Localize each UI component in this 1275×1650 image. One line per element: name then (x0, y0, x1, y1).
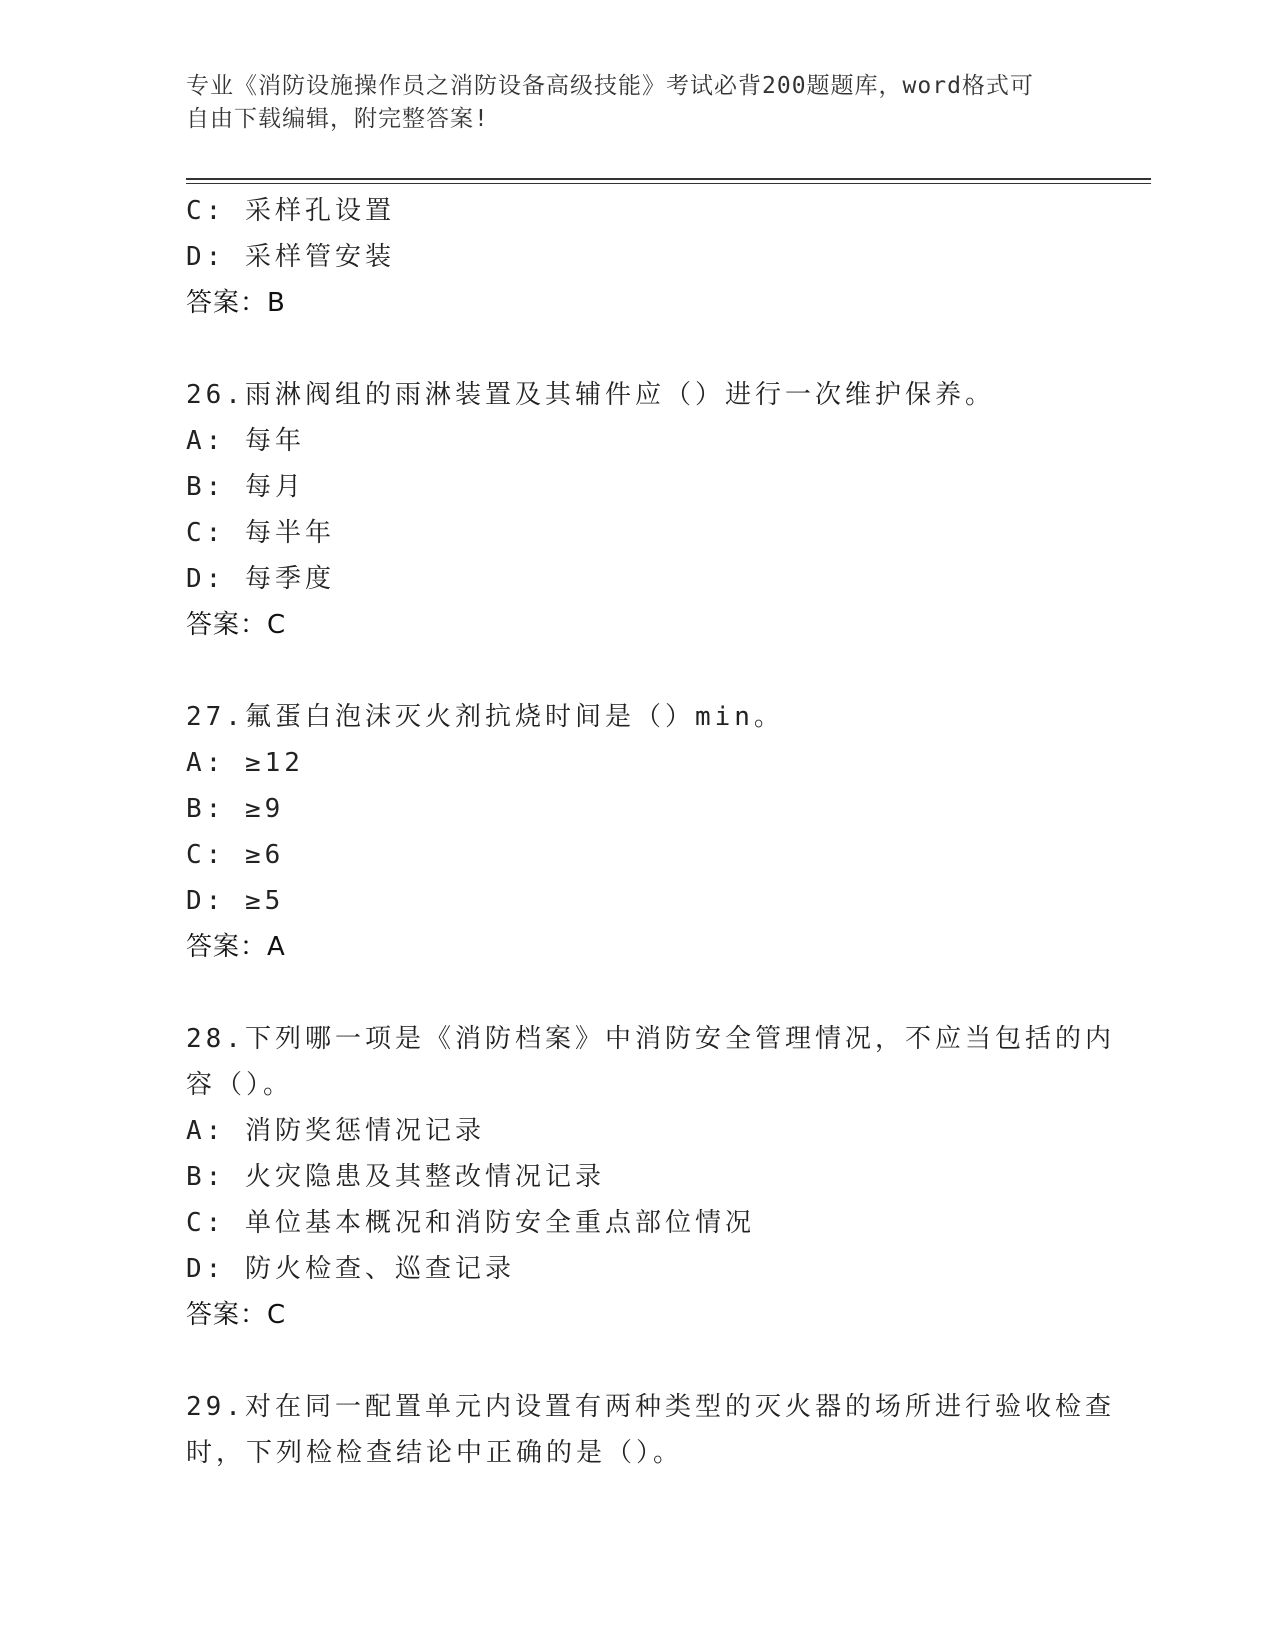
option-b: B: 每月 (186, 472, 305, 502)
question-27 (186, 694, 1086, 970)
header-line-1: 专业《消防设施操作员之消防设备高级技能》考试必背200题题库，word格式可 (186, 73, 1034, 99)
question-stem-line-1: 28.下列哪一项是《消防档案》中消防安全管理情况，不应当包括的内 (186, 1024, 1115, 1054)
option-d: D: ≥5 (186, 886, 285, 916)
answer-line: 答案：C (186, 1300, 287, 1330)
spacer (186, 648, 1086, 694)
question-stem: 27.氟蛋白泡沫灭火剂抗烧时间是（）min。 (186, 702, 784, 732)
option-c: C: ≥6 (186, 840, 285, 870)
spacer (186, 1338, 1086, 1384)
header-rule-thick (186, 178, 1151, 180)
header-line-2: 自由下载编辑，附完整答案! (186, 106, 489, 132)
question-26 (186, 372, 1086, 648)
spacer (186, 970, 1086, 1016)
header-rule-thin (186, 183, 1151, 184)
document-header (186, 70, 1086, 136)
option-a: A: ≥12 (186, 748, 304, 778)
option-c: C: 单位基本概况和消防安全重点部位情况 (186, 1208, 755, 1238)
answer-line: 答案：C (186, 610, 287, 640)
question-list (186, 188, 1115, 1476)
question-28 (186, 1016, 1115, 1338)
answer-line: 答案：B (186, 288, 286, 318)
option-b: B: 火灾隐患及其整改情况记录 (186, 1162, 605, 1192)
option-c: C: 每半年 (186, 518, 335, 548)
question-stem-line-1: 29.对在同一配置单元内设置有两种类型的灭火器的场所进行验收检查 (186, 1392, 1115, 1422)
option-b: B: ≥9 (186, 794, 285, 824)
question-29 (186, 1384, 1115, 1476)
question-stem-line-2: 容（）。 (186, 1070, 294, 1100)
option-d: D: 防火检查、巡查记录 (186, 1254, 515, 1284)
question-stem: 26.雨淋阀组的雨淋装置及其辅件应（）进行一次维护保养。 (186, 380, 995, 410)
spacer (186, 326, 1086, 372)
option-d: D: 每季度 (186, 564, 335, 594)
option-d: D: 采样管安装 (186, 242, 395, 272)
answer-line: 答案：A (186, 932, 286, 962)
option-a: A: 每年 (186, 426, 305, 456)
question-stem-line-2: 时，下列检检查结论中正确的是（）。 (186, 1438, 684, 1468)
option-a: A: 消防奖惩情况记录 (186, 1116, 485, 1146)
question-25-tail (186, 188, 1086, 326)
option-c: C: 采样孔设置 (186, 196, 395, 226)
